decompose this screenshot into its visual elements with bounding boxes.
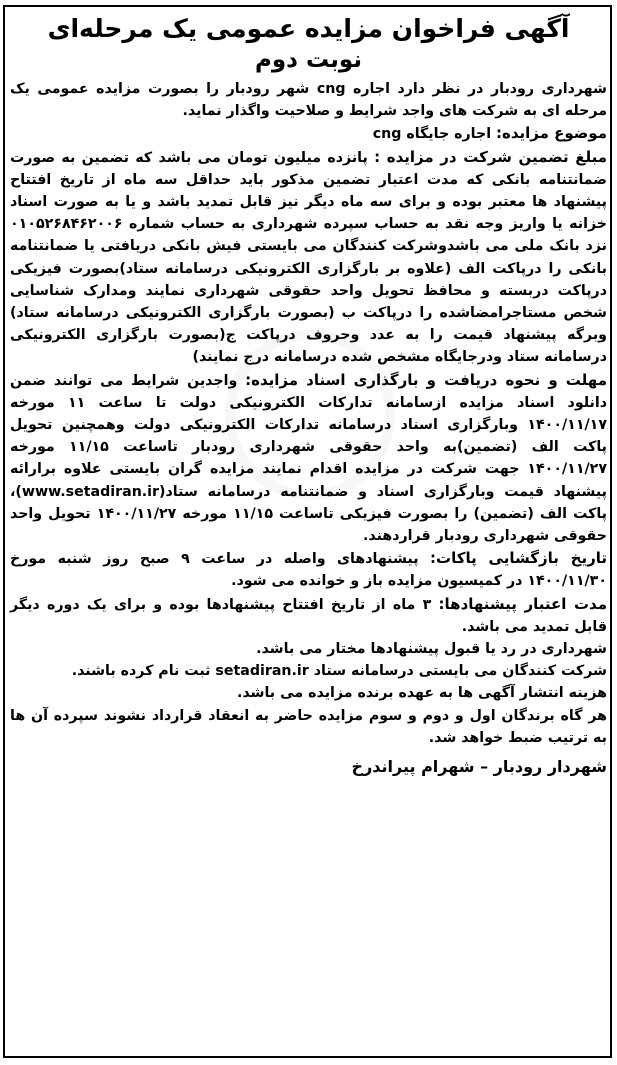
ad-content xyxy=(10,12,607,779)
subject-heading: موضوع مزایده: xyxy=(496,124,607,143)
ad-subtitle: نوبت دوم xyxy=(254,47,362,73)
note-publication-cost: هزینه انتشار آگهی ها به عهده برنده مزایده می باشد. xyxy=(236,685,607,702)
guarantee-heading: مبلغ تضمین شرکت در مزایده : xyxy=(374,147,607,166)
opening-paragraph xyxy=(10,547,607,592)
ad-body xyxy=(10,78,607,749)
deadline-heading: مهلت و نحوه دریافت و بارگذاری اسناد مزایده: xyxy=(245,370,607,389)
deadline-paragraph xyxy=(10,369,607,548)
note-deposit-forfeit: هر گاه برندگان اول و دوم و سوم مزایده حاضر به انعقاد قرارداد نشوند سپرده آن ها به ترتیب ضبط خواهد شد. xyxy=(10,707,607,746)
subject-paragraph xyxy=(10,122,607,145)
note-registration: شرکت کنندگان می بایستی درسامانه ستاد setadiran.ir ثبت نام کرده باشند. xyxy=(71,663,607,680)
validity-heading: مدت اعتبار پیشنهادها: xyxy=(438,594,607,613)
opening-text: پیشنهادهای واصله در ساعت ۹ صبح روز شنبه مورخ ۱۴۰۰/۱۱/۳۰ در کمیسیون مزایده باز و خوانده می شود. xyxy=(10,551,607,590)
note-reject-accept: شهرداری در رد یا قبول پیشنهادها مختار می باشد. xyxy=(256,641,607,658)
opening-heading: تاریخ بازگشایی پاکات: xyxy=(430,549,607,568)
deadline-text: واجدین شرایط می توانند ضمن دانلود اسناد مزایده ازسامانه تدارکات الکترونیکی دولت تا ساعت ۱۱ مورخه ۱۴۰۰/۱۱/۱۷ وبارگزاری اسناد درسامانه تدارکات الکترونیکی دولت وهمچنین تحویل پاکت الف (تضمین)به واحد حقوقی شهرداری رودبار تاساعت ۱۱/۱۵ مورخه ۱۴۰۰/۱۱/۲۷ جهت شرکت در مزایده اقدام نمایند مزایده گران بایستی علاوه برارائه پیشنهاد قیمت وبارگزاری اسناد و ضمانتنامه درسامانه ستاد(www.setadiran.ir)، پاکت الف (تضمین) را بصورت فیزیکی تاساعت ۱۱/۱۵ مورخه ۱۴۰۰/۱۱/۲۷ تحویل واحد حقوقی شهرداری رودبار قراردهند. xyxy=(10,372,607,545)
signature: شهردار رودبار – شهرام پیراندرخ xyxy=(351,757,607,777)
guarantee-paragraph xyxy=(10,146,607,369)
ad-title: آگهی فراخوان مزایده عمومی یک مرحله‌ای xyxy=(47,14,570,43)
validity-paragraph xyxy=(10,593,607,638)
guarantee-text: پانزده میلیون تومان می باشد که تضمین به صورت ضمانتنامه بانکی که مدت اعتبار تضمین مذکور باید حداقل سه ماه از تاریخ افتتاح پیشنهاد ها معتبر بوده و برای سه ماه دیگر نیز قابل تمدید باشد و یا به صورت اسناد خزانه یا واریز وجه نقد به حساب سپرده شهرداری به حساب شماره ۰۱۰۵۲۶۸۴۶۲۰۰۶ نزد بانک ملی می باشدوشرکت کنندگان می بایستی فیش بانکی دریافتی یا ضمانتنامه بانکی را درپاکت الف (علاوه بر بارگزاری الکترونیکی درسامانه ستاد)بصورت فیزیکی درپاکت دربسته و محافظ تحویل واحد حقوقی شهرداری نمایند ومدارک شناسایی شخص مستاجرامضاشده را درپاکت ب (بصورت بارگزاری الکترونیکی درسامانه ستاد) وبرگه پیشنهاد قیمت را به عدد وحروف درپاکت ج(بصورت بارگزاری الکترونیکی درسامانه ستاد ودرجایگاه مشخص شده درسامانه درج نمایند) xyxy=(10,149,607,366)
validity-text: ۳ ماه از تاریخ افتتاح پیشنهادها بوده و برای یک دوره دیگر قابل تمدید می باشد. xyxy=(10,596,607,635)
subject-text: اجاره جایگاه cng xyxy=(372,126,497,143)
intro-paragraph: شهرداری رودبار در نظر دارد اجاره cng شهر رودبار را بصورت مزایده عمومی یک مرحله ای به شرکت های واجد شرایط و صلاحیت واگذار نماید. xyxy=(10,81,607,120)
